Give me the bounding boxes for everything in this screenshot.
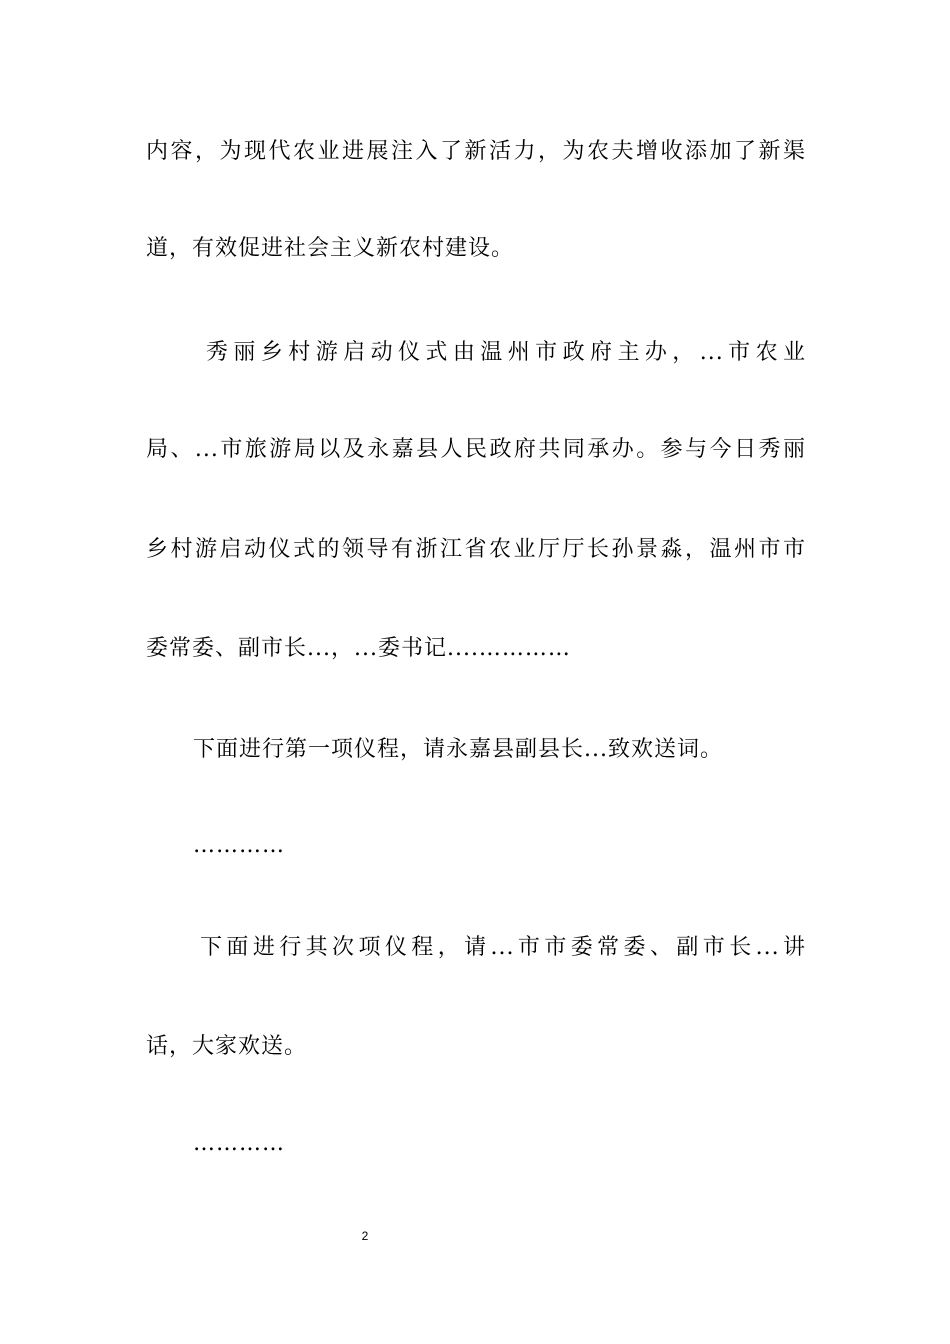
body-text-line: 内容，为现代农业进展注入了新活力，为农夫增收添加了新渠 — [146, 139, 806, 164]
page-number: 2 — [361, 1229, 369, 1243]
body-text-line: 秀丽乡村游启动仪式由温州市政府主办，...市农业 — [206, 340, 806, 365]
ellipsis-line: ………… — [193, 833, 285, 858]
body-text-line: 乡村游启动仪式的领导有浙江省农业厅厅长孙景淼，温州市市 — [146, 537, 806, 562]
body-text-line: 下面进行第一项仪程，请永嘉县副县长...致欢送词。 — [193, 737, 723, 762]
body-text-line: 局、...市旅游局以及永嘉县人民政府共同承办。参与今日秀丽 — [146, 437, 806, 462]
body-text-line: 话，大家欢送。 — [146, 1034, 308, 1059]
body-text-line: 道，有效促进社会主义新农村建设。 — [146, 236, 515, 261]
ellipsis-line: ………… — [193, 1131, 285, 1156]
body-text-line: 下面进行其次项仪程，请...市市委常委、副市长...讲 — [200, 935, 806, 960]
body-text-line: 委常委、副市长...，...委书记....………… — [146, 636, 571, 661]
